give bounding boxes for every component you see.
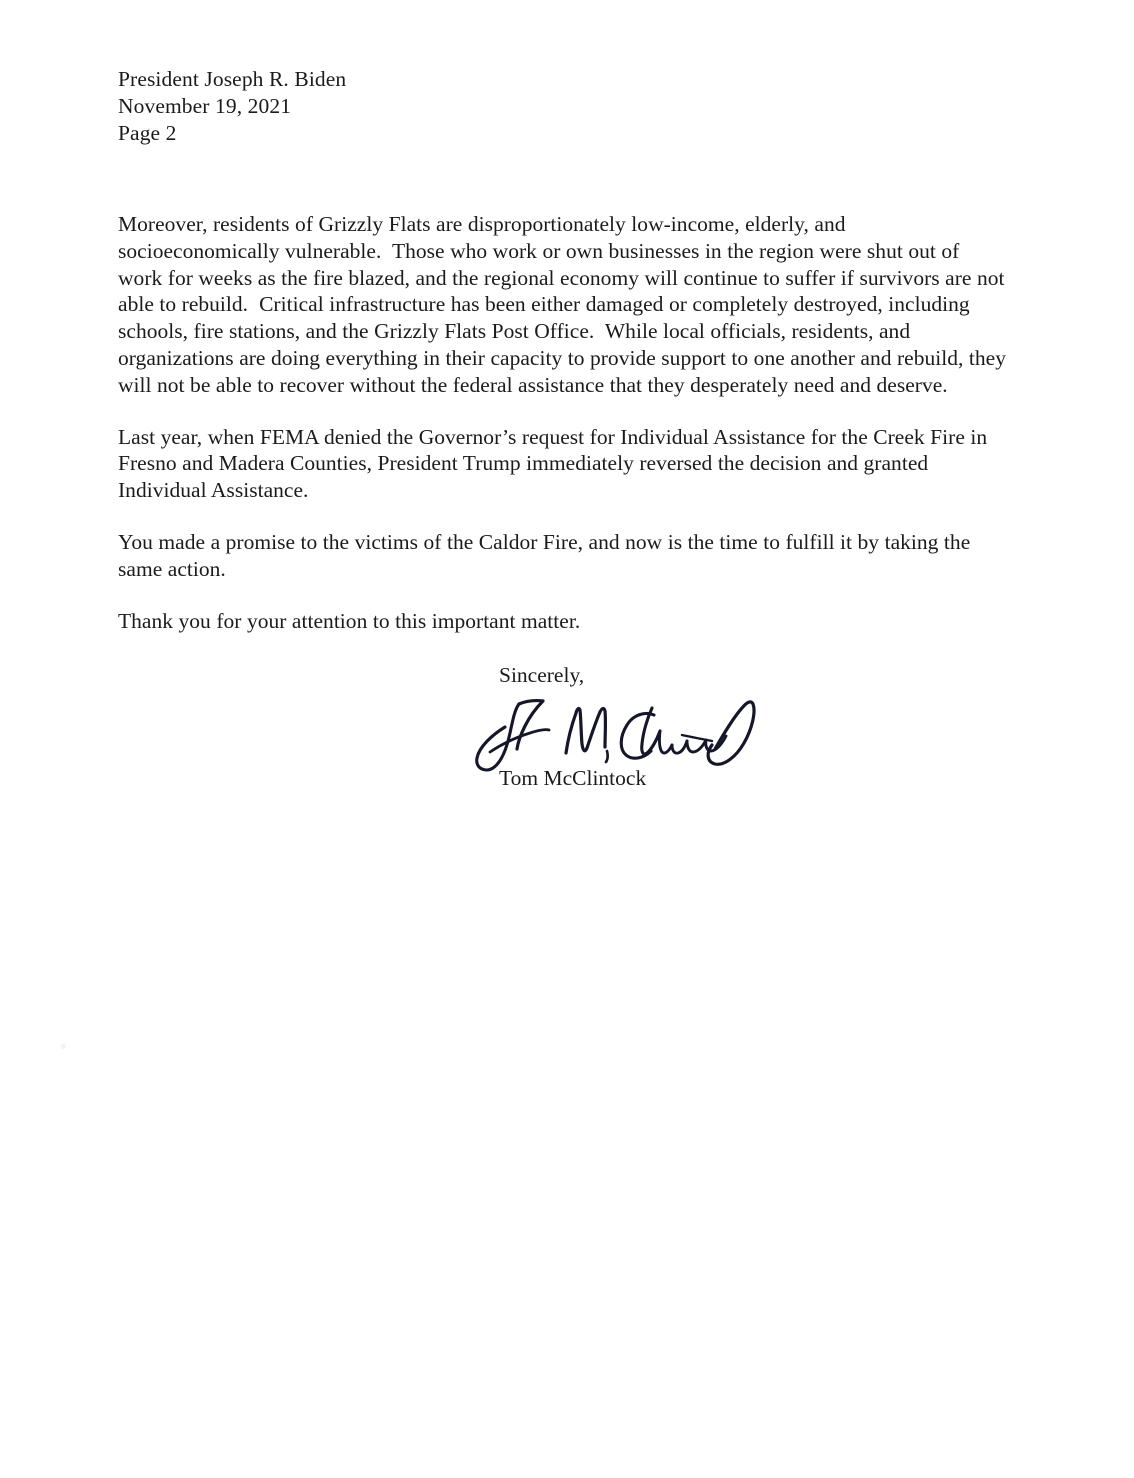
body-paragraph: Last year, when FEMA denied the Governor’s request for Individual Assistance for the Creek Fire in Fresno and Madera Counties, President Trump immediately reversed the decision and granted Individual Assistance.: [118, 424, 993, 503]
closing-name: Tom McClintock: [499, 766, 647, 790]
letter-body: [118, 211, 1012, 634]
letter-closing: [499, 662, 919, 792]
heading-date: November 19, 2021: [118, 94, 292, 118]
scan-artifact: [61, 1044, 66, 1049]
heading-page-number: Page 2: [118, 121, 177, 145]
body-paragraph: You made a promise to the victims of the Caldor Fire, and now is the time to fulfill it by taking the same action.: [118, 529, 976, 581]
letter-heading: [118, 66, 1008, 147]
handwritten-signature-icon: [469, 691, 769, 769]
heading-recipient: President Joseph R. Biden: [118, 67, 347, 91]
letter-content: [118, 66, 1012, 634]
body-paragraph: Moreover, residents of Grizzly Flats are disproportionately low-income, elderly, and socioeconomically vulnerable. Those who work or own businesses in the region were shut out of work for weeks as the fire blazed, and the regional economy will continue to suffer if survivors are not able to rebuild. Critical infrastructure has been either damaged or completely destroyed, including schools, fire stations, and the Grizzly Flats Post Office. While local officials, residents, and organizations are doing everything in their capacity to provide support to one another and rebuild, they will not be able to recover without the federal assistance that they desperately need and deserve.: [118, 212, 1012, 397]
closing-salutation: Sincerely,: [499, 663, 585, 687]
body-paragraph: Thank you for your attention to this important matter.: [118, 608, 581, 633]
